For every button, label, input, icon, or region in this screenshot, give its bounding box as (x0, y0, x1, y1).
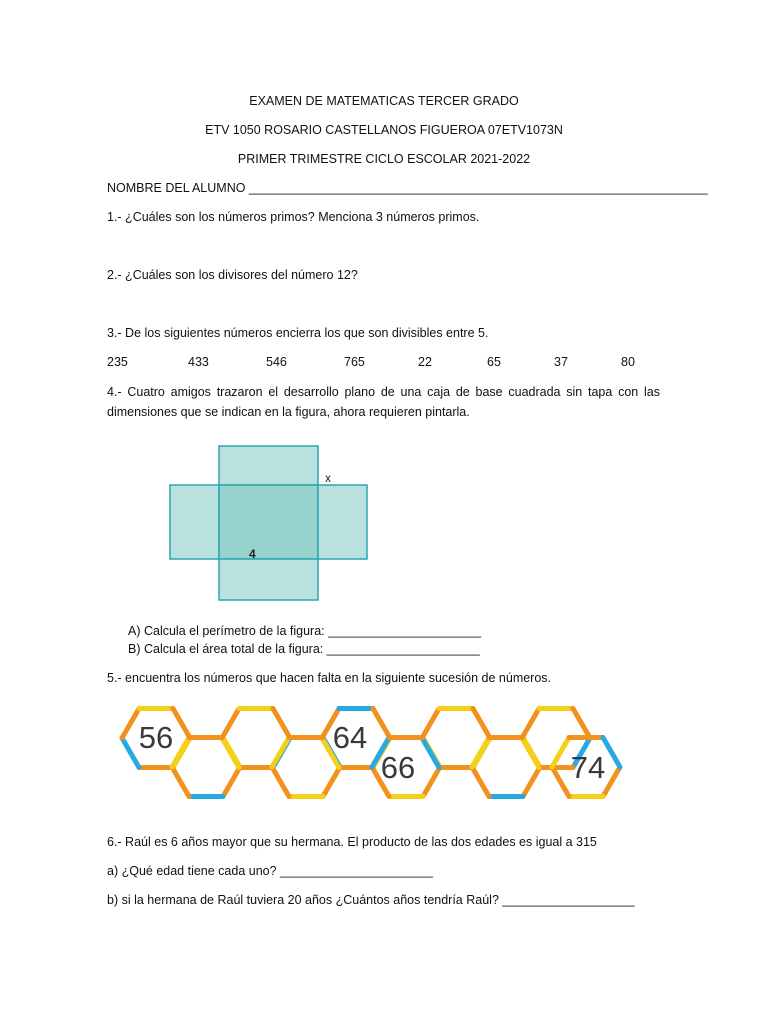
hexagon-edge (373, 709, 390, 738)
sequence-blank-slot[interactable] (234, 716, 278, 760)
number-option[interactable]: 80 (621, 355, 635, 369)
sequence-blank-slot[interactable] (534, 716, 578, 760)
question-6: 6.- Raúl es 6 años mayor que su hermana. El producto de las dos edades es igual a 315 (107, 835, 597, 849)
hexagon-edge (423, 767, 440, 796)
question-4: 4.- Cuatro amigos trazaron el desarrollo plano de una caja de base cuadrada sin tapa con las dimensiones que se indican en la figura, ahora requieren pintarla. (107, 385, 660, 419)
hexagon-edge (603, 738, 620, 767)
label-x: x (325, 471, 331, 485)
sequence-number: 74 (570, 750, 606, 785)
net-bottom-panel (219, 559, 318, 600)
question-4a[interactable]: A) Calcula el perímetro de la figura: ______________________ (128, 624, 482, 638)
hexagon-edge (173, 709, 190, 738)
number-option[interactable]: 65 (487, 355, 501, 369)
school-line: ETV 1050 ROSARIO CASTELLANOS FIGUEROA 07ETV1073N (205, 123, 563, 137)
exam-title: EXAMEN DE MATEMATICAS TERCER GRADO (249, 94, 519, 108)
number-option[interactable]: 235 (107, 355, 128, 369)
number-option[interactable]: 765 (344, 355, 365, 369)
honeycomb-sequence (112, 700, 632, 805)
student-name-field[interactable]: NOMBRE DEL ALUMNO __________________________________________________________________ (107, 181, 708, 195)
sequence-blank-slot[interactable] (184, 745, 228, 789)
sequence-number: 64 (332, 720, 368, 755)
hexagon-edge (122, 738, 139, 767)
number-option[interactable]: 22 (418, 355, 432, 369)
number-option[interactable]: 546 (266, 355, 287, 369)
net-center-panel (219, 485, 318, 559)
question-4b[interactable]: B) Calcula el área total de la figura: ______________________ (128, 642, 480, 656)
sequence-number: 56 (138, 720, 174, 755)
net-top-panel (219, 446, 318, 485)
sequence-blank-slot[interactable] (284, 745, 328, 789)
net-left-panel (170, 485, 219, 559)
question-2: 2.- ¿Cuáles son los divisores del número 12? (107, 268, 358, 282)
question-5: 5.- encuentra los números que hacen falta en la siguiente sucesión de números. (107, 671, 552, 685)
sequence-blank-slot[interactable] (484, 745, 528, 789)
sequence-blank-slot[interactable] (434, 716, 478, 760)
net-right-panel (318, 485, 367, 559)
hexagon-edge (552, 767, 569, 796)
sequence-number: 66 (380, 750, 416, 785)
question-1: 1.- ¿Cuáles son los números primos? Menciona 3 números primos. (107, 210, 480, 224)
period-line: PRIMER TRIMESTRE CICLO ESCOLAR 2021-2022 (237, 152, 531, 166)
number-option[interactable]: 37 (554, 355, 568, 369)
number-option[interactable]: 433 (188, 355, 209, 369)
hexagon-edge (122, 709, 139, 738)
question-6b[interactable]: b) si la hermana de Raúl tuviera 20 años ¿Cuántos años tendría Raúl? ___________________ (107, 893, 635, 907)
box-net-figure (165, 442, 375, 604)
question-3: 3.- De los siguientes números encierra los que son divisibles entre 5. (107, 326, 489, 340)
label-base: 4 (249, 547, 256, 561)
hexagon-edge (603, 767, 620, 796)
question-6a[interactable]: a) ¿Qué edad tiene cada uno? ______________________ (107, 864, 433, 878)
